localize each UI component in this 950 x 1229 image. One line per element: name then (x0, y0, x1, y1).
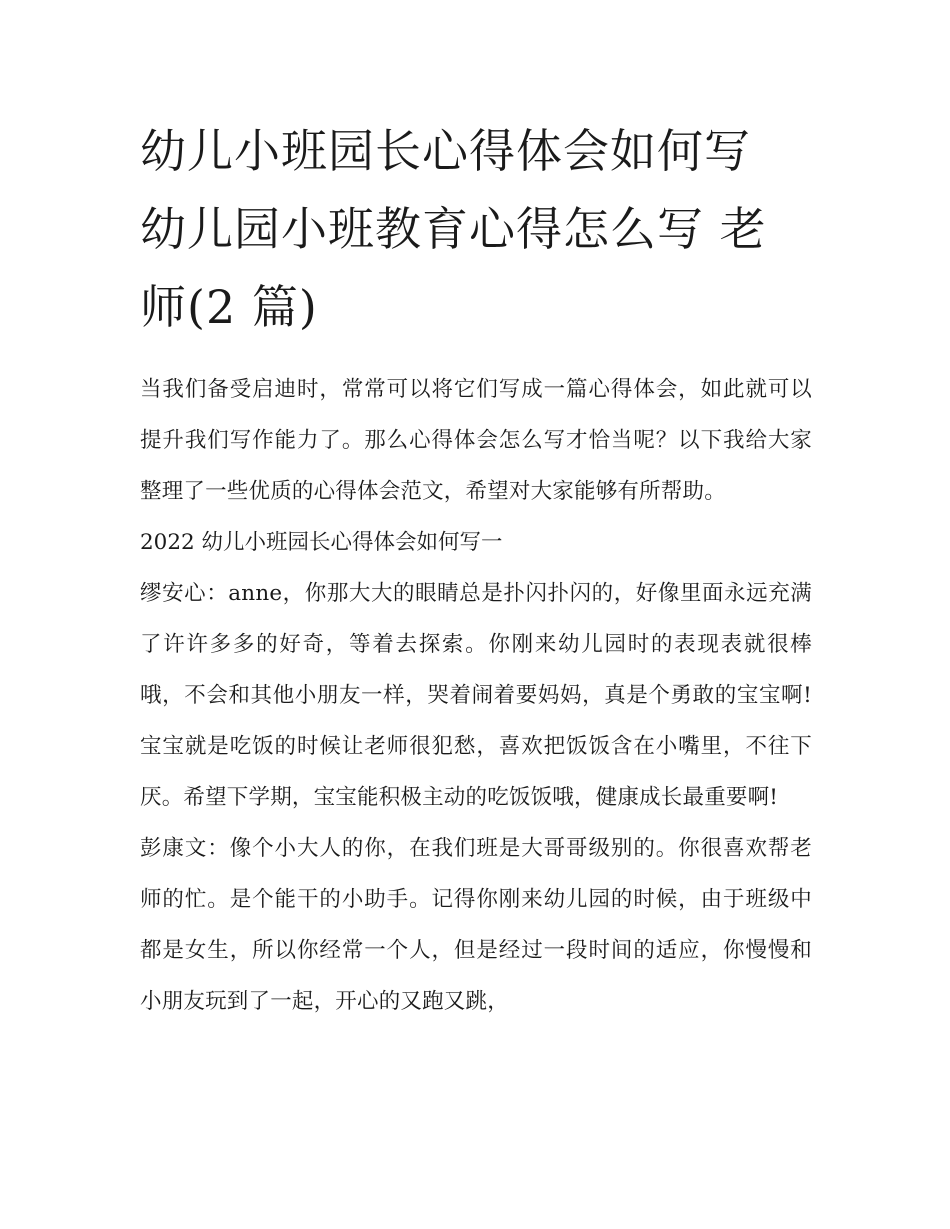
title-line-2: 幼儿园小班教育心得怎么写 老 (140, 202, 767, 256)
document-page (140, 112, 812, 1027)
document-title (140, 112, 812, 346)
title-line-1: 幼儿小班园长心得体会如何写 (140, 124, 751, 178)
intro-paragraph: 当我们备受启迪时，常常可以将它们写成一篇心得体会，如此就可以提升我们写作能力了。那么心得体会怎么写才恰当呢？以下我给大家整理了一些优质的心得体会范文，希望对大家能够有所帮助。 (140, 377, 812, 504)
body-paragraph: 彭康文：像个小大人的你，在我们班是大哥哥级别的。你很喜欢帮老师的忙。是个能干的小助手。记得你刚来幼儿园的时候，由于班级中都是女生，所以你经常一个人，但是经过一段时间的适应，你慢慢和小朋友玩到了一起，开心的又跑又跳， (140, 836, 812, 1014)
section-heading: 2022 幼儿小班园长心得体会如何写一 (140, 530, 503, 555)
title-line-3: 师(2 篇) (140, 280, 318, 334)
body-paragraph: 缪安心：anne，你那大大的眼睛总是扑闪扑闪的，好像里面永远充满了许许多多的好奇，等着去探索。你刚来幼儿园时的表现表就很棒哦，不会和其他小朋友一样，哭着闹着要妈妈，真是个勇敢的宝宝啊!宝宝就是吃饭的时候让老师很犯愁，喜欢把饭饭含在小嘴里，不往下厌。希望下学期，宝宝能积极主动的吃饭饭哦，健康成长最重要啊! (140, 581, 812, 810)
